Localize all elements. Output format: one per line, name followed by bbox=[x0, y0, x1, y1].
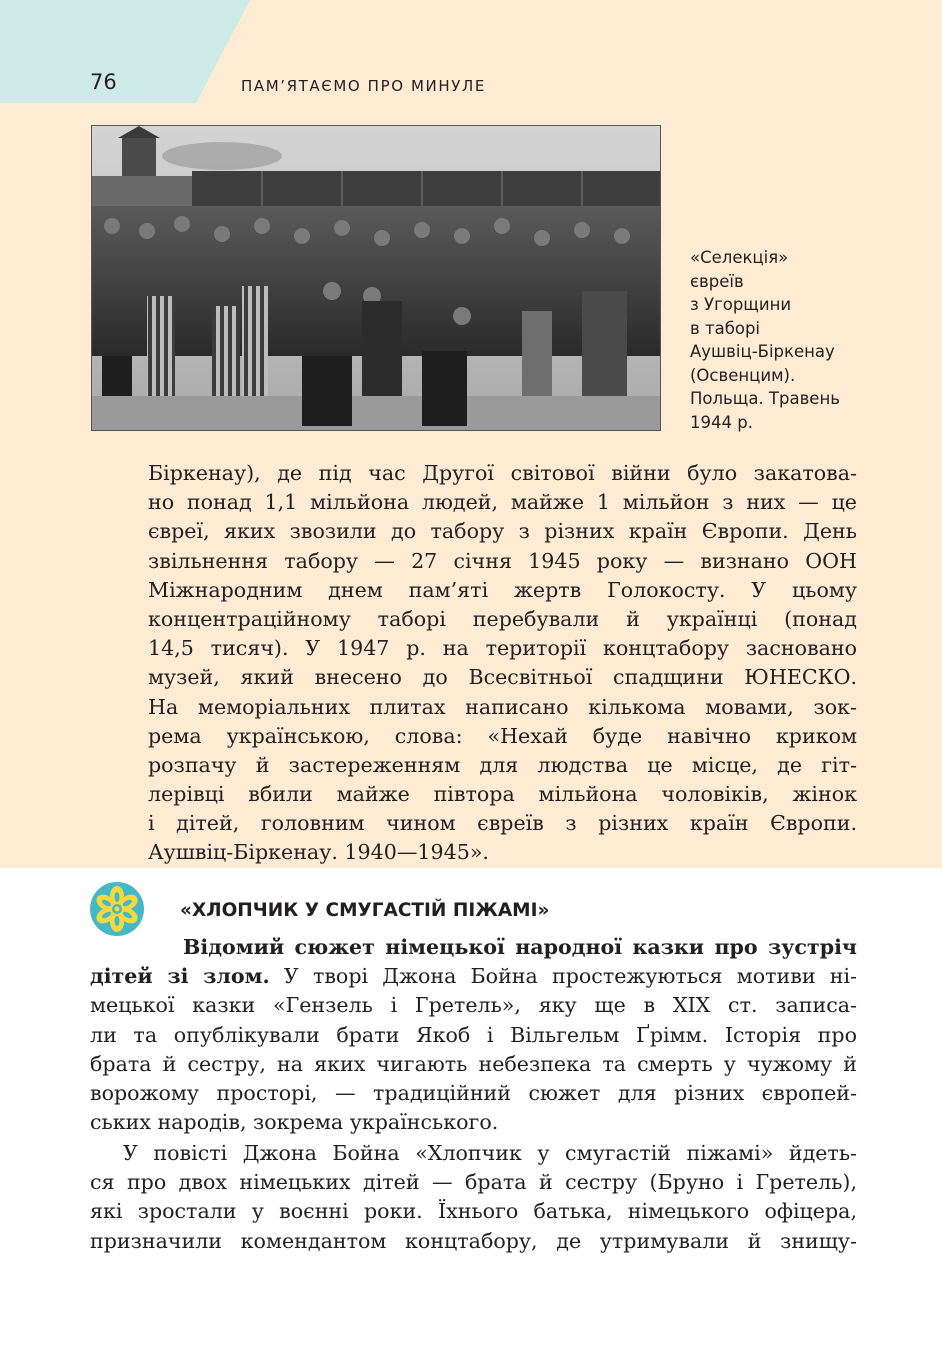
caption-line: «Селекція» bbox=[690, 248, 789, 267]
text-line: рема українською, слова: «Нехай буде навічно криком bbox=[148, 723, 857, 748]
caption-line: (Освенцим). bbox=[690, 365, 796, 385]
text-line: ся про двох німецьких дітей — брата й сестру (Бруно і Гретель), bbox=[90, 1170, 857, 1195]
caption-line: євреїв bbox=[690, 271, 744, 291]
text-line: концентраційному таборі перебували й українці (понад bbox=[148, 606, 857, 631]
caption-line: з Угорщини bbox=[690, 295, 792, 314]
caption-line: Аушвіц-Біркенау bbox=[690, 342, 835, 361]
text-line: призначили комендантом концтабору, де утримували й знищу- bbox=[90, 1228, 857, 1253]
photo-caption bbox=[690, 246, 890, 434]
text-line: лерівці вбили майже півтора мільйона чоловіків, жінок bbox=[148, 782, 857, 807]
running-title: ПАМ’ЯТАЄМО ПРО МИНУЛЕ bbox=[241, 77, 486, 95]
text-line: звільнення табору — 27 січня 1945 року — визнано ООН bbox=[148, 548, 857, 573]
text-line: і дітей, головним чином євреїв з різних країн Європи. bbox=[148, 811, 857, 836]
text-line bbox=[90, 962, 857, 991]
text-line: музей, який внесено до Всесвітньої спадщини ЮНЕСКО. bbox=[148, 665, 857, 690]
text-line: 14,5 тисяч). У 1947 р. на території концтабору засновано bbox=[148, 636, 857, 661]
historical-photo bbox=[91, 125, 661, 431]
text-line: У повісті Джона Бойна «Хлопчик у смугастій піжамі» йдеть- bbox=[123, 1141, 857, 1165]
text-line: но понад 1,1 мільйона людей, майже 1 мільйон з них — це bbox=[148, 490, 857, 515]
text-line: брата й сестру, на яких чигають небезпека та смерть у чужому й bbox=[90, 1051, 857, 1076]
flower-emblem-icon bbox=[90, 882, 144, 936]
body-paragraph bbox=[90, 933, 857, 1137]
section-title: «ХЛОПЧИК У СМУГАСТІЙ ПІЖАМІ» bbox=[180, 900, 550, 921]
text-line: Біркенау), де під час Другої світової війни було закатова- bbox=[148, 461, 857, 485]
text-line: ли та опублікували брати Якоб і Вільгельм Ґрімм. Історія про bbox=[90, 1022, 857, 1047]
text-line: євреї, яких звозили до табору з різних країн Європи. День bbox=[148, 519, 857, 544]
caption-line: в таборі bbox=[690, 318, 761, 338]
text-line: ворожому просторі, — традиційний сюжет для різних європей- bbox=[90, 1080, 857, 1105]
bold-phrase: дітей зі злом. bbox=[90, 964, 270, 989]
body-paragraph bbox=[90, 1139, 857, 1256]
caption-line: Польща. Травень bbox=[690, 389, 840, 408]
body-paragraph bbox=[148, 459, 857, 868]
text-line: які зростали у воєнні роки. Їхнього батька, німецького офіцера, bbox=[90, 1199, 857, 1224]
caption-line: 1944 р. bbox=[690, 412, 753, 432]
text-line: мецької казки «Гензель і Гретель», яку ще в ХІХ ст. записа- bbox=[90, 993, 857, 1018]
text-line: Міжнародним днем пам’яті жертв Голокосту. У цьому bbox=[148, 577, 857, 602]
text-run: У творі Джона Бойна простежуються мотиви ні- bbox=[269, 964, 857, 989]
text-line: Аушвіц-Біркенау. 1940—1945». bbox=[148, 840, 489, 865]
text-line: ських народів, зокрема українського. bbox=[90, 1110, 499, 1135]
text-line: розпачу й застереженням для людства це місце, де гіт- bbox=[148, 752, 857, 777]
text-line: Відомий сюжет німецької народної казки про зустріч bbox=[183, 935, 857, 959]
text-line: На меморіальних плитах написано кількома мовами, зок- bbox=[148, 694, 857, 719]
page-number: 76 bbox=[90, 70, 117, 94]
